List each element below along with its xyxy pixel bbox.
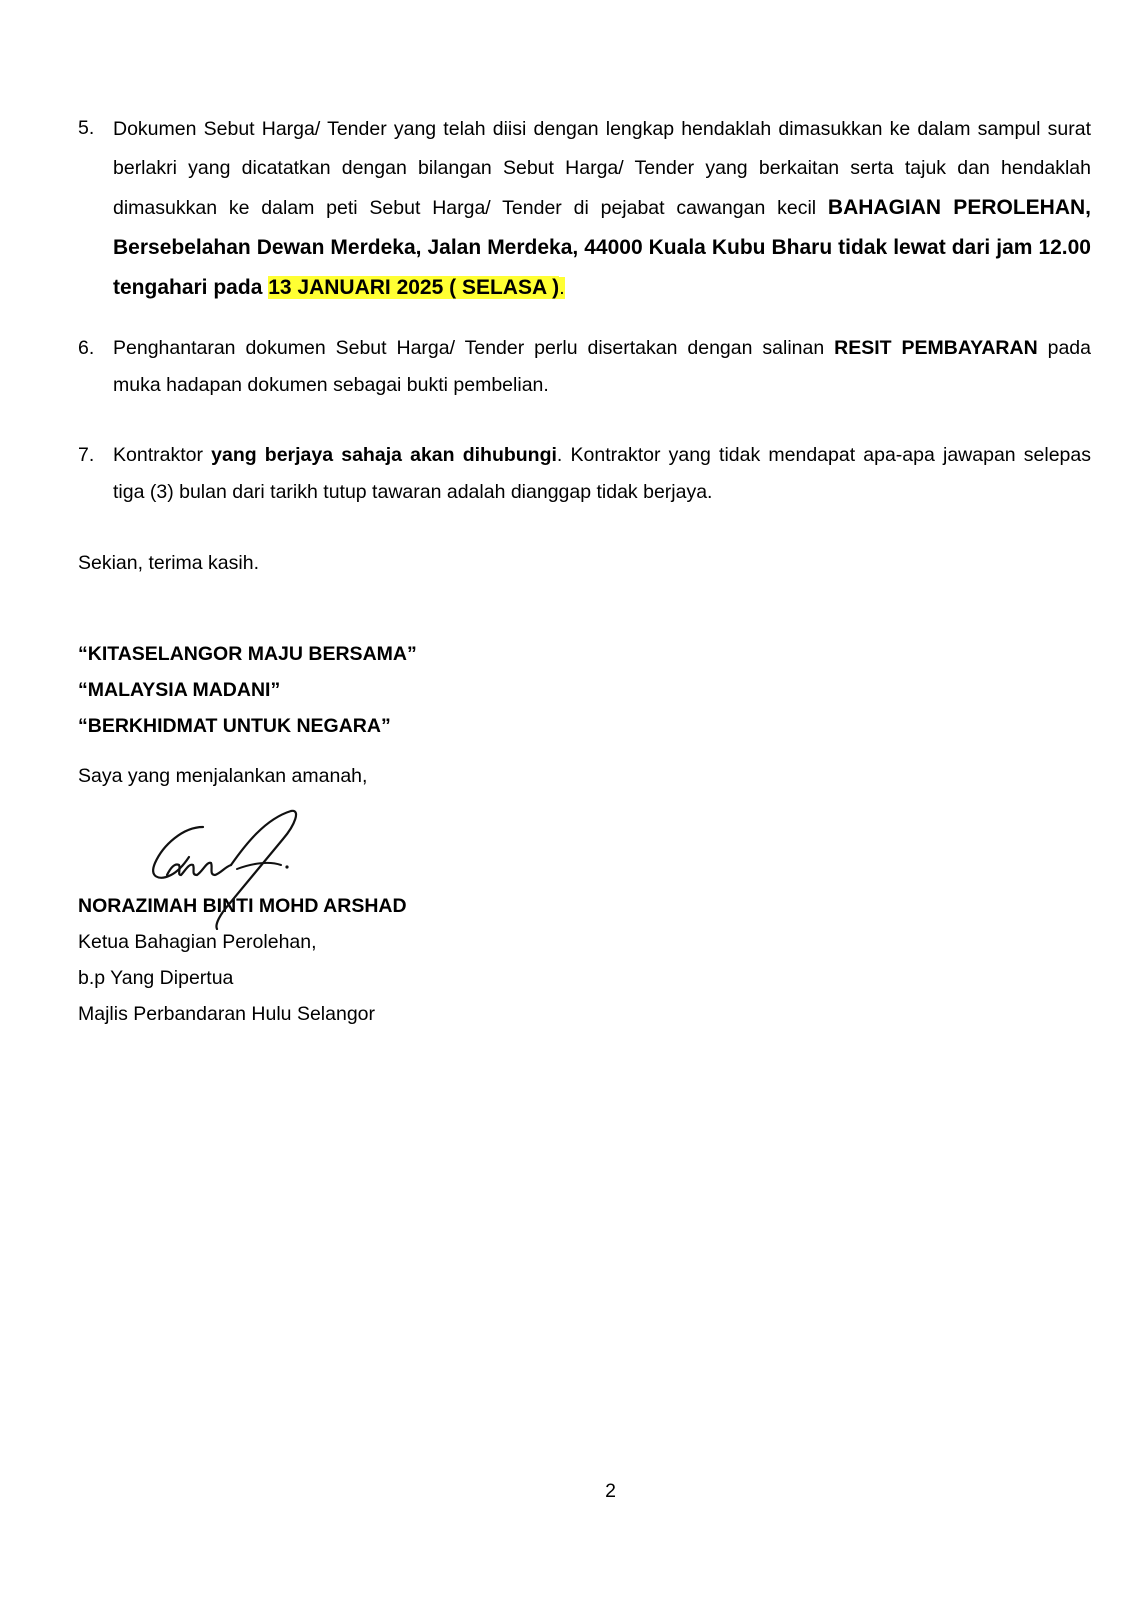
item-number: 6. [78, 337, 95, 359]
item-text-bold: RESIT PEMBAYARAN [834, 337, 1038, 359]
list-item-7 [78, 437, 1091, 511]
signatory-organisation: Majlis Perbandaran Hulu Selangor [78, 1003, 376, 1025]
item-text-end: . [559, 277, 565, 299]
amanah-text: Saya yang menjalankan amanah, [78, 765, 368, 787]
signatory-name: NORAZIMAH BINTI MOHD ARSHAD [78, 895, 407, 917]
page-number: 2 [605, 1480, 616, 1502]
motto-line: “MALAYSIA MADANI” [78, 679, 281, 701]
list-item-6 [78, 330, 1091, 404]
motto-line: “BERKHIDMAT UNTUK NEGARA” [78, 715, 391, 737]
item-text-plain: Kontraktor [113, 444, 212, 466]
signatory-on-behalf: b.p Yang Dipertua [78, 967, 234, 989]
item-text [113, 110, 1091, 308]
item-text-bold: BAHAGIAN PEROLEHAN, Bersebelahan Dewan Merdeka, Jalan Merdeka, 44000 Kuala Kubu Bharu tidak lewat dari jam 12.00 tengahari pada [113, 196, 1091, 299]
item-text [113, 330, 1091, 404]
list-item-5 [78, 110, 1091, 308]
item-text-plain: Dokumen Sebut Harga/ Tender yang telah diisi dengan lengkap hendaklah dimasukkan ke dalam sampul surat berlakri yang dicatatkan dengan bilangan Sebut Harga/ Tender yang berkaitan serta tajuk dan hendaklah dimasukkan ke dalam peti Sebut Harga/ Tender di pejabat cawangan kecil [113, 118, 1091, 219]
mottos [78, 636, 417, 744]
item-number: 5. [78, 117, 95, 139]
item-text [113, 437, 1091, 511]
closing-text: Sekian, terima kasih. [78, 552, 259, 574]
signatory-title: Ketua Bahagian Perolehan, [78, 931, 317, 953]
item-text-bold: yang berjaya sahaja akan dihubungi [211, 444, 557, 466]
item-text-plain-2: . Kontraktor yang tidak mendapat apa-apa jawapan selepas tiga (3) bulan dari tarikh tutup tawaran adalah dianggap tidak berjaya. [113, 444, 1091, 503]
item-text-plain-2: pada muka hadapan dokumen sebagai bukti pembelian. [113, 337, 1091, 396]
item-number: 7. [78, 444, 95, 466]
handwritten-signature [145, 805, 305, 930]
deadline-highlight: 13 JANUARI 2025 ( SELASA ) [268, 276, 560, 299]
item-text-plain: Penghantaran dokumen Sebut Harga/ Tender perlu disertakan dengan salinan [113, 337, 835, 359]
motto-line: “KITASELANGOR MAJU BERSAMA” [78, 643, 417, 665]
